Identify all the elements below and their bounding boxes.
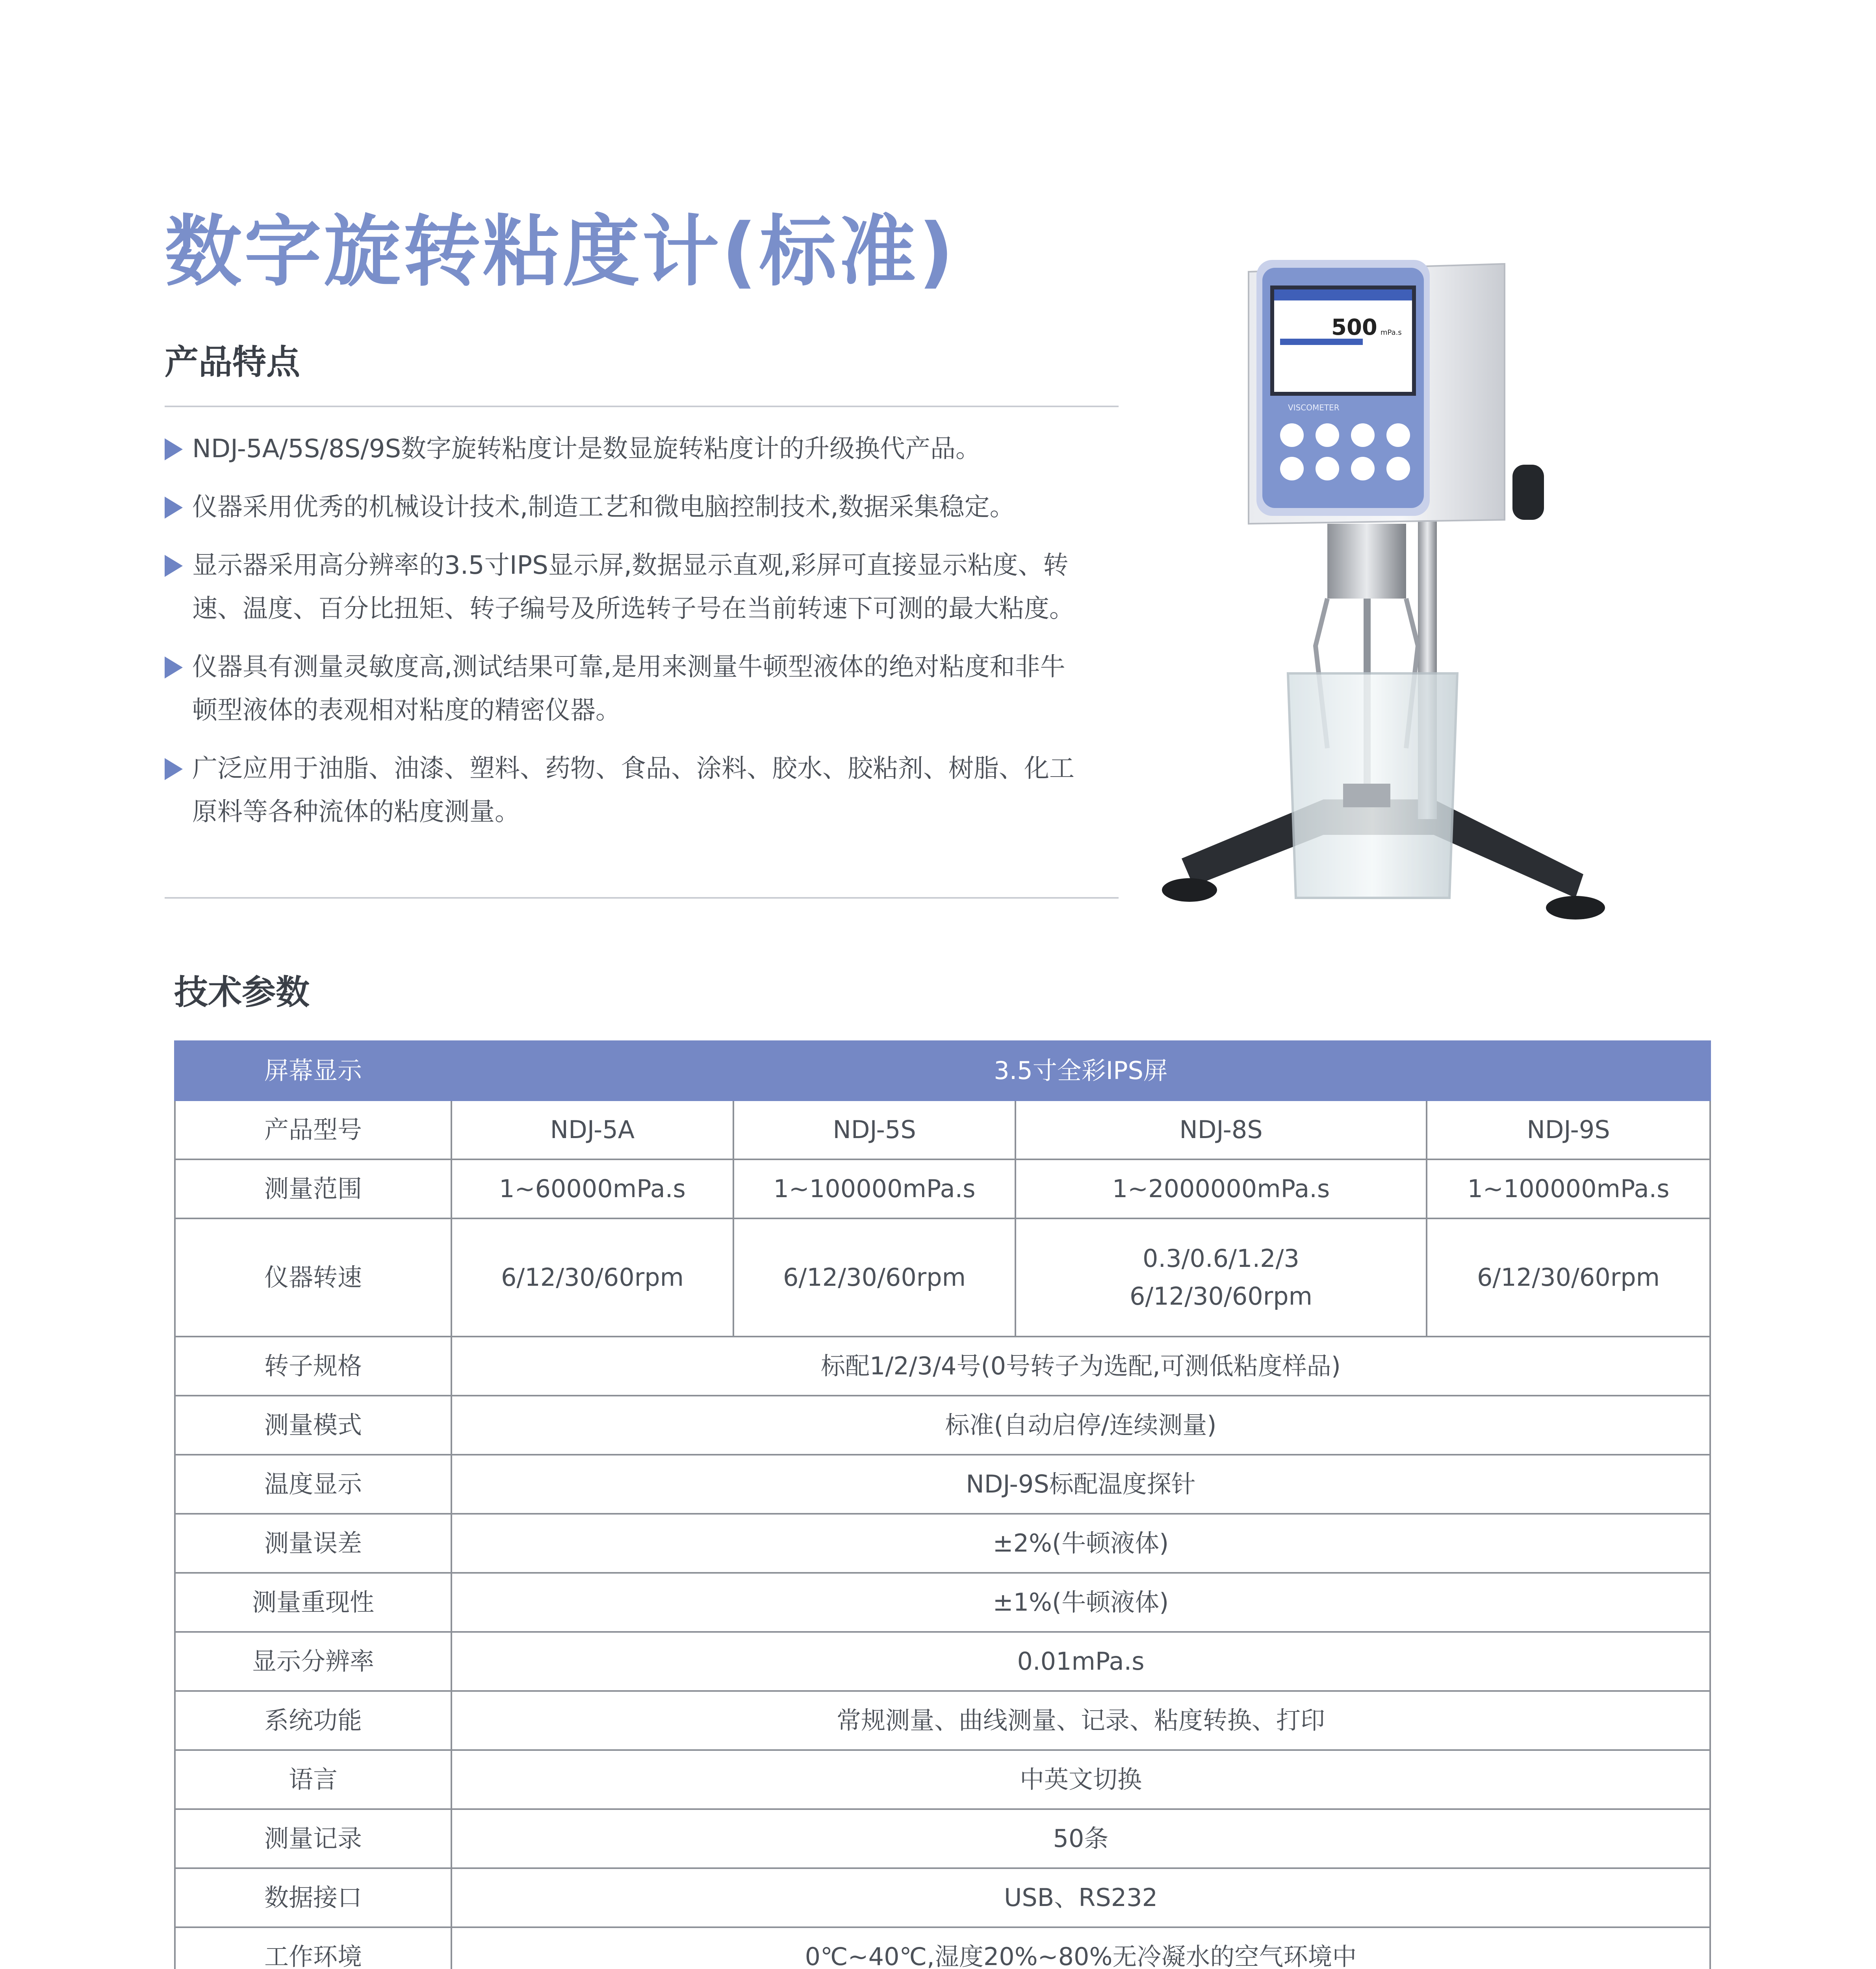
row-label: 仪器转速 — [175, 1218, 451, 1337]
panel-button — [1386, 457, 1410, 480]
row-value: NDJ-9S标配温度探针 — [451, 1455, 1710, 1514]
row-value: 0.01mPa.s — [451, 1632, 1710, 1691]
panel-button — [1351, 423, 1375, 447]
row-value: ±1%(牛顿液体) — [451, 1573, 1710, 1632]
table-row — [175, 1809, 1710, 1868]
table-row — [175, 1691, 1710, 1750]
speed-cell: 6/12/30/60rpm — [1427, 1218, 1710, 1337]
table-row — [175, 1218, 1710, 1337]
table-row — [175, 1100, 1710, 1159]
table-row — [175, 1632, 1710, 1691]
specs-heading: 技术参数 — [174, 973, 310, 1012]
features-list — [165, 427, 1090, 849]
panel-button — [1280, 457, 1304, 480]
row-label: 测量重现性 — [175, 1573, 451, 1632]
table-row — [175, 1927, 1710, 1969]
feature-item — [165, 645, 1090, 732]
row-label: 测量误差 — [175, 1514, 451, 1573]
bullet-triangle-icon — [165, 555, 183, 577]
feature-text: 显示器采用高分辨率的3.5寸IPS显示屏,数据显示直观,彩屏可直接显示粘度、转速、温度、百分比扭矩、转子编号及所选转子号在当前转速下可测的最大粘度。 — [192, 551, 1074, 623]
speed-cell: 6/12/30/60rpm — [451, 1218, 733, 1337]
panel-button — [1386, 423, 1410, 447]
panel-button — [1316, 423, 1339, 447]
panel-button — [1316, 457, 1339, 480]
panel-button — [1280, 423, 1304, 447]
feature-item — [165, 544, 1090, 630]
row-value: 3.5寸全彩IPS屏 — [451, 1041, 1710, 1100]
row-label: 系统功能 — [175, 1691, 451, 1750]
motor-housing — [1327, 524, 1406, 599]
row-value: 标准(自动启停/连续测量) — [451, 1396, 1710, 1455]
viscometer-product-image — [1158, 221, 1631, 941]
bullet-triangle-icon — [165, 438, 183, 460]
table-row — [175, 1159, 1710, 1218]
row-value: 中英文切换 — [451, 1750, 1710, 1809]
lcd-reading-unit: mPa.s — [1381, 328, 1402, 337]
adjust-knob — [1512, 465, 1544, 520]
row-label: 语言 — [175, 1750, 451, 1809]
row-value: ±2%(牛顿液体) — [451, 1514, 1710, 1573]
features-bottom-rule — [165, 897, 1119, 899]
model-cell: NDJ-9S — [1427, 1100, 1710, 1159]
feature-item — [165, 427, 1090, 471]
row-label: 测量模式 — [175, 1396, 451, 1455]
speed-cell: 6/12/30/60rpm — [733, 1218, 1015, 1337]
model-cell: NDJ-5S — [733, 1100, 1015, 1159]
table-row — [175, 1750, 1710, 1809]
speed-line-1: 0.3/0.6/1.2/3 — [1143, 1244, 1299, 1273]
foot-left — [1162, 878, 1217, 902]
speed-cell — [1015, 1218, 1427, 1337]
model-cell: NDJ-8S — [1015, 1100, 1427, 1159]
table-row — [175, 1337, 1710, 1396]
range-cell: 1~100000mPa.s — [733, 1159, 1015, 1218]
bullet-triangle-icon — [165, 497, 183, 519]
row-label: 显示分辨率 — [175, 1632, 451, 1691]
table-row — [175, 1396, 1710, 1455]
bullet-triangle-icon — [165, 656, 183, 679]
row-value: 0℃~40℃,湿度20%~80%无冷凝水的空气环境中 — [451, 1927, 1710, 1969]
brand-label: VISCOMETER — [1288, 403, 1340, 412]
row-label: 转子规格 — [175, 1337, 451, 1396]
foot-right — [1546, 896, 1605, 920]
row-label: 测量范围 — [175, 1159, 451, 1218]
bullet-triangle-icon — [165, 758, 183, 780]
feature-item — [165, 486, 1090, 529]
range-cell: 1~60000mPa.s — [451, 1159, 733, 1218]
panel-button — [1351, 457, 1375, 480]
spec-table — [174, 1040, 1711, 1969]
range-cell: 1~100000mPa.s — [1427, 1159, 1710, 1218]
table-row — [175, 1514, 1710, 1573]
feature-text: 广泛应用于油脂、油漆、塑料、药物、食品、涂料、胶水、胶粘剂、树脂、化工原料等各种流体的粘度测量。 — [192, 754, 1074, 827]
table-header-row — [175, 1041, 1710, 1100]
model-cell: NDJ-5A — [451, 1100, 733, 1159]
row-value: 50条 — [451, 1809, 1710, 1868]
range-cell: 1~2000000mPa.s — [1015, 1159, 1427, 1218]
feature-item — [165, 747, 1090, 834]
row-label: 屏幕显示 — [175, 1041, 451, 1100]
feature-text: 仪器具有测量灵敏度高,测试结果可靠,是用来测量牛顿型液体的绝对粘度和非牛顿型液体的表观相对粘度的精密仪器。 — [192, 653, 1065, 725]
table-row — [175, 1455, 1710, 1514]
row-value: 标配1/2/3/4号(0号转子为选配,可测低粘度样品) — [451, 1337, 1710, 1396]
features-heading: 产品特点 — [165, 343, 300, 382]
features-top-rule — [165, 406, 1119, 407]
row-label: 工作环境 — [175, 1927, 451, 1969]
feature-text: NDJ-5A/5S/8S/9S数字旋转粘度计是数显旋转粘度计的升级换代产品。 — [192, 434, 981, 464]
speed-line-2: 6/12/30/60rpm — [1129, 1282, 1313, 1311]
row-label: 数据接口 — [175, 1868, 451, 1927]
rotor-disc — [1343, 784, 1390, 807]
row-value: USB、RS232 — [451, 1868, 1710, 1927]
row-label: 产品型号 — [175, 1100, 451, 1159]
row-value: 常规测量、曲线测量、记录、粘度转换、打印 — [451, 1691, 1710, 1750]
table-row — [175, 1868, 1710, 1927]
row-label: 测量记录 — [175, 1809, 451, 1868]
lcd-status-bar — [1274, 289, 1412, 300]
page-title: 数字旋转粘度计(标准) — [165, 207, 956, 297]
feature-text: 仪器采用优秀的机械设计技术,制造工艺和微电脑控制技术,数据采集稳定。 — [192, 493, 1015, 522]
row-label: 温度显示 — [175, 1455, 451, 1514]
table-row — [175, 1573, 1710, 1632]
lcd-reading: 500 — [1331, 315, 1377, 340]
